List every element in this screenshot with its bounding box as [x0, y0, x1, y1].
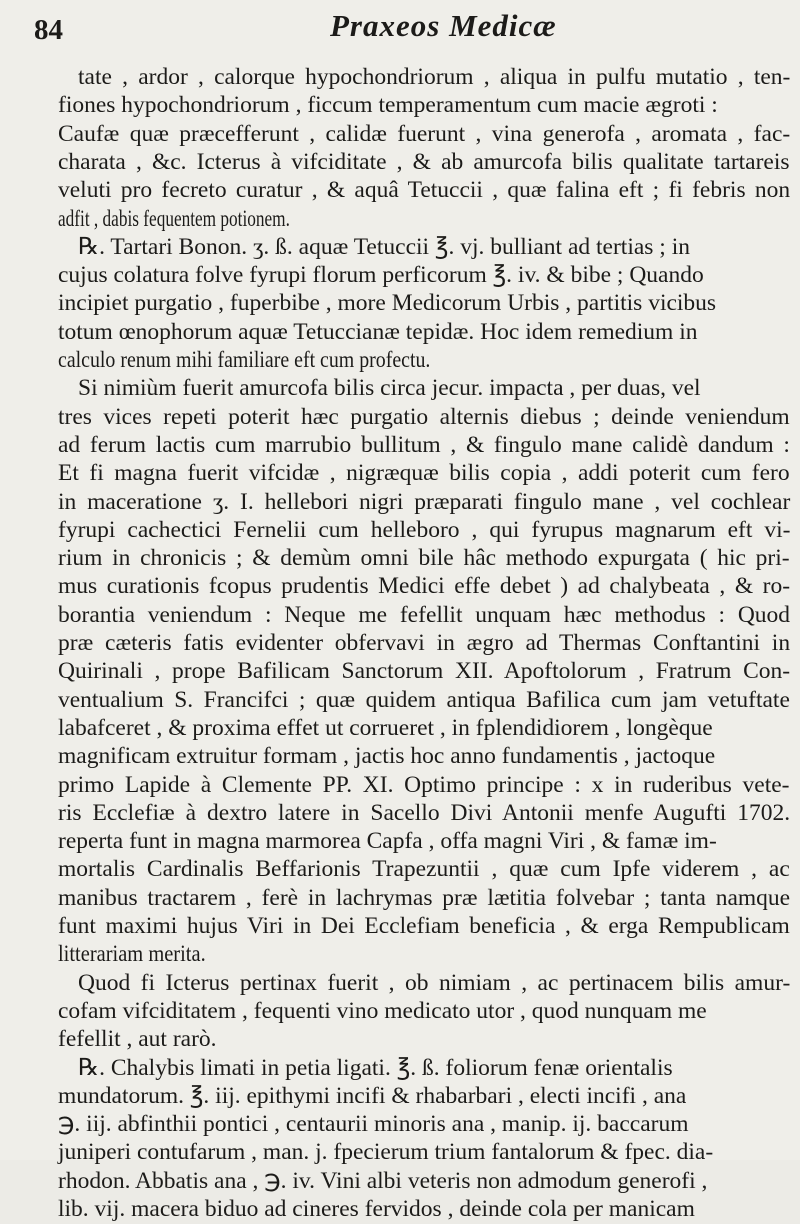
text-line: incipiet purgatio , fuperbibe , more Medicorum Urbis , partitis vicibus	[58, 290, 717, 317]
text-line: præ cæteris fatis evidenter obfervavi in ægro ad Thermas Conftantini in	[58, 630, 791, 656]
text-line: lib. vij. macera biduo ad cineres fervidos , deinde cola per manicam	[58, 1196, 695, 1222]
text-line: cujus colatura folve fyrupi florum perficorum ℥. iv. & bibe ; Quando	[58, 262, 704, 289]
text-line: mortalis Cardinalis Beffarionis Trapezuntii , quæ cum Ipfe viderem , ac	[58, 856, 790, 883]
text-line: juniperi contufarum , man. j. fpecierum trium fantalorum & fpec. dia-	[58, 1139, 714, 1166]
page-number: 84	[34, 14, 63, 46]
text-line: veluti pro fecreto curatur , & aquâ Tetuccii , quæ falina eft ; fi febris non	[58, 177, 791, 204]
text-line: totum œnophorum aquæ Tetuccianæ tepidæ. Hoc idem remedium in	[58, 318, 698, 345]
text-line: Et fi magna fuerit vifcidæ , nigræquæ bilis copia , addi poterit cum fero	[58, 460, 790, 487]
text-line: ℈. iij. abfinthii pontici , centaurii minoris ana , manip. ij. baccarum	[58, 1111, 689, 1138]
text-line: ℞. Tartari Bonon. ʒ. ß. aquæ Tetuccii ℥. vj. bulliant ad tertias ; in	[78, 233, 690, 260]
text-line: ℞. Chalybis limati in petia ligati. ℥. ß. foliorum fenæ orientalis	[78, 1054, 673, 1081]
text-line: cofam vifciditatem , fequenti vino medicato utor , quod nunquam me	[58, 997, 707, 1024]
text-line: primo Lapide à Clemente PP. XI. Optimo principe : x in ruderibus vete-	[58, 771, 790, 798]
text-line: rhodon. Abbatis ana , ℈. iv. Vini albi veteris non admodum generofi ,	[58, 1167, 708, 1194]
text-line: Caufæ quæ præcefferunt , calidæ fuerunt , vina generofa , aromata , fac-	[58, 120, 791, 147]
text-line: ris Ecclefiæ à dextro latere in Sacello Divi Antonii menfe Augufti 1702.	[58, 799, 791, 826]
text-line: tate , ardor , calorque hypochondriorum , aliqua in pulfu mutatio , ten-	[78, 64, 791, 90]
text-line: ad ferum lactis cum marrubio bullitum , & fingulo mane calidè dandum :	[58, 431, 790, 458]
text-line: fefellit , aut rarò.	[58, 1026, 217, 1053]
text-line: Quirinali , prope Bafilicam Sanctorum XII. Apoftolorum , Fratrum Con-	[58, 658, 791, 685]
text-line: litterariam merita.	[58, 941, 206, 968]
text-line: charata , &c. Icterus à vifciditate , & ab amurcofa bilis qualitate tartareis	[58, 148, 790, 175]
text-line: tres vices repeti poterit hæc purgatio alternis diebus ; deinde veniendum	[58, 403, 790, 430]
text-line: mundatorum. ℥. iij. epithymi incifi & rhabarbari , electi incifi , ana	[58, 1082, 687, 1109]
text-line: adfit , dabis fequentem potionem.	[58, 205, 290, 232]
text-line: reperta funt in magna marmorea Capfa , offa magni Viri , & famæ im-	[58, 828, 717, 855]
text-line: in maceratione ʒ. I. hellebori nigri præparati fingulo mane , vel cochlear	[58, 488, 791, 515]
text-line: borantia veniendum : Neque me fefellit unquam hæc methodus : Quod	[58, 601, 791, 628]
text-line: Si nimiùm fuerit amurcofa bilis circa jecur. impacta , per duas, vel	[78, 375, 701, 402]
text-line: labafceret , & proxima effet ut corrueret , in fplendidiorem , longèque	[58, 714, 713, 741]
text-line: fiones hypochondriorum , ficcum temperamentum cum macie ægroti :	[58, 92, 718, 119]
text-line: ventualium S. Francifci ; quæ quidem antiqua Bafilica cum jam vetuftate	[58, 686, 790, 713]
text-line: fyrupi cachectici Fernelii cum helleboro , qui fyrupus magnarum eft vi-	[58, 516, 791, 543]
text-line: manibus tractarem , ferè in lachrymas præ lætitia folvebar ; tanta namque	[58, 884, 791, 911]
text-line: rium in chronicis ; & demùm omni bile hâc methodo expurgata ( hic pri-	[58, 545, 790, 572]
text-line: calculo renum mihi familiare eft cum profectu.	[58, 347, 431, 373]
running-title: Praxeos Medicæ	[330, 8, 557, 43]
text-line: funt maximi hujus Viri in Dei Ecclefiam beneficia , & erga Rempublicam	[58, 913, 790, 939]
text-line: Quod fi Icterus pertinax fuerit , ob nimiam , ac pertinacem bilis amur-	[78, 969, 791, 996]
text-line: mus curationis fcopus prudentis Medici effe debet ) ad chalybeata , & ro-	[58, 573, 791, 600]
text-line: magnificam extruitur formam , jactis hoc anno fundamentis , jactoque	[58, 743, 716, 770]
